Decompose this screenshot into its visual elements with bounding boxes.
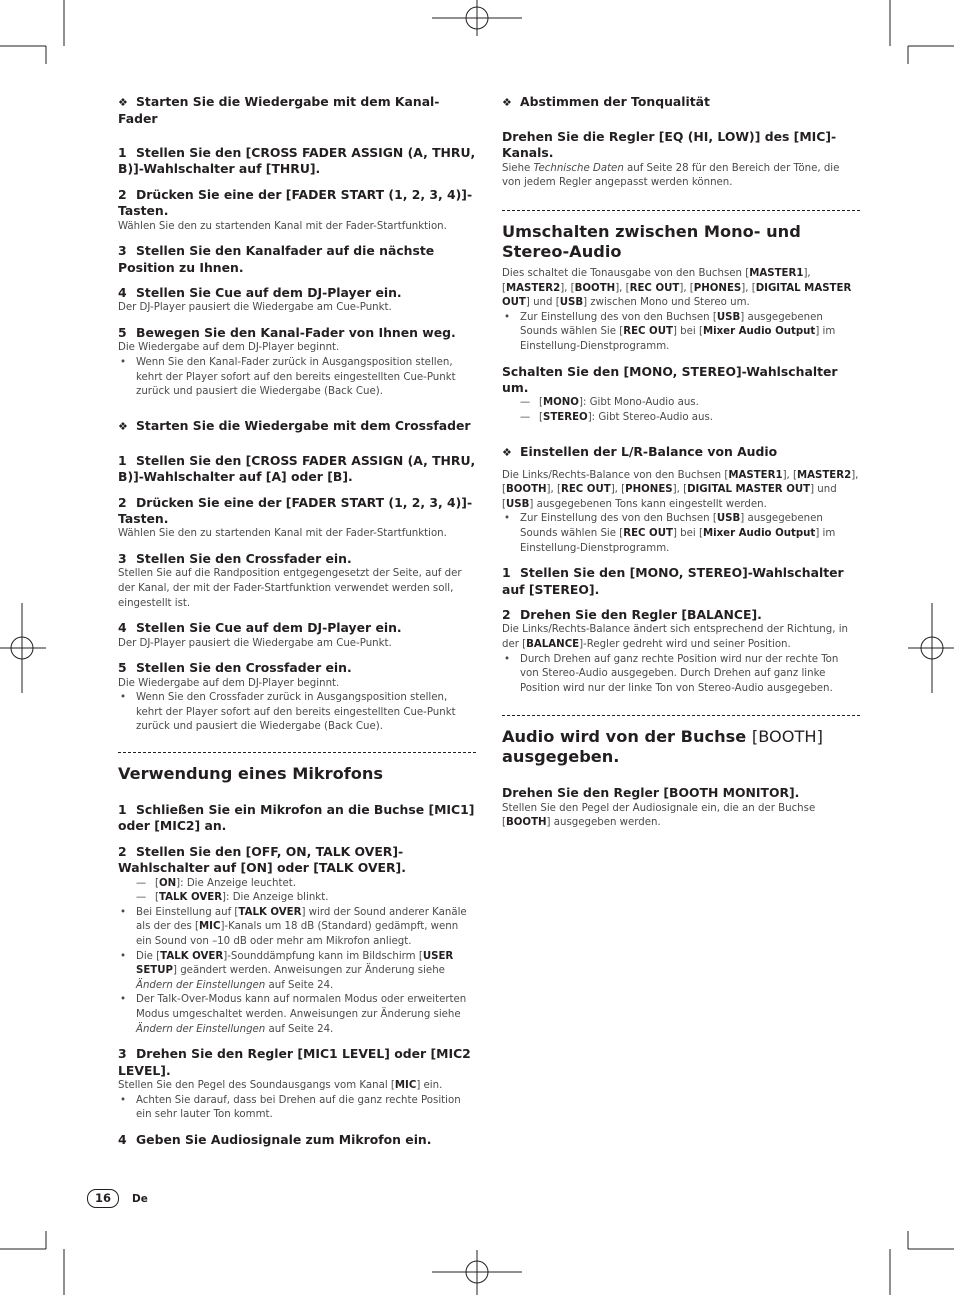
dash-item: — [STEREO]: Gibt Stereo-Audio aus. (502, 411, 860, 426)
bullet-item: • Zur Einstellung des von den Buchsen [USB] ausgegebenen Sounds wählen Sie [REC OUT] bei [Mixer Audio Output] im Einstellung-Dienstprogramm. (502, 311, 860, 355)
step-text: Die Links/Rechts-Balance ändert sich entsprechend der Richtung, in der [BALANCE]-Regler gedreht wird und seiner Position. (502, 624, 848, 650)
step-3: 3 Drehen Sie den Regler [MIC1 LEVEL] oder [MIC2 LEVEL]. (118, 1046, 471, 1078)
bullet-item: • Zur Einstellung des von den Buchsen [USB] ausgegebenen Sounds wählen Sie [REC OUT] bei [Mixer Audio Output] im Einstellung-Dienstprogramm. (502, 512, 860, 556)
dash-item: — [MONO]: Gibt Mono-Audio aus. (502, 396, 860, 411)
step-booth-monitor: Drehen Sie den Regler [BOOTH MONITOR]. (502, 785, 800, 801)
step-3: 3 Stellen Sie den Kanalfader auf die nächste Position zu Ihnen. (118, 243, 435, 275)
subheading-kanal-fader: ❖ Starten Sie die Wiedergabe mit dem Kanal-Fader (118, 94, 440, 126)
section-divider (502, 715, 860, 716)
diamond-icon: ❖ (118, 96, 128, 109)
section-divider (118, 752, 476, 753)
step-text: Stellen Sie den Pegel der Audiosignale ein, die an der Buchse [BOOTH] ausgegeben werden. (502, 802, 816, 829)
step-4: 4 Stellen Sie Cue auf dem DJ-Player ein. (118, 620, 402, 636)
left-column (118, 94, 476, 1148)
step-1: 1 Stellen Sie den [MONO, STEREO]-Wahlschalter auf [STEREO]. (502, 565, 844, 597)
section-divider (502, 210, 860, 211)
subheading-tonqualitaet: ❖ Abstimmen der Tonqualität (502, 94, 710, 109)
step-text: Der DJ-Player pausiert die Wiedergabe am Cue-Punkt. (118, 302, 392, 314)
dash-item: — [ON]: Die Anzeige leuchtet. (118, 877, 476, 892)
step-text: Wählen Sie den zu startenden Kanal mit der Fader-Startfunktion. (118, 220, 447, 232)
step-2: 2 Stellen Sie den [OFF, ON, TALK OVER]-Wahlschalter auf [ON] oder [TALK OVER]. (118, 843, 406, 876)
step-5: 5 Bewegen Sie den Kanal-Fader von Ihnen weg. (118, 325, 456, 341)
bullet-item: • Bei Einstellung auf [TALK OVER] wird der Sound anderer Kanäle als der des [MIC]-Kanals um 18 dB (Standard) gedämpft, wenn ein Sound von –10 dB oder mehr am Mikrofon anliegt. (118, 906, 476, 950)
step-text: Stellen Sie auf die Randposition entgegengesetzt der Seite, auf der der Kanal, der mit der Fader-Startfunktion verwendet werden soll, eingestellt ist. (118, 568, 462, 609)
bullet-item: • Achten Sie darauf, dass bei Drehen auf die ganz rechte Position ein sehr lauter Ton kommt. (118, 1094, 476, 1123)
step-1: 1 Stellen Sie den [CROSS FADER ASSIGN (A, THRU, B)]-Wahlschalter auf [THRU]. (118, 145, 476, 177)
step-text: Die Wiedergabe auf dem DJ-Player beginnt. (118, 677, 340, 689)
section-heading-mikrofon: Verwendung eines Mikrofons (118, 764, 384, 783)
step-eq: Drehen Sie die Regler [EQ (HI, LOW)] des [MIC]-Kanals. (502, 129, 837, 161)
step-2: 2 Drehen Sie den Regler [BALANCE]. (502, 606, 762, 622)
step-4: 4 Geben Sie Audiosignale zum Mikrofon ein. (118, 1131, 432, 1147)
language-code: De (132, 1193, 148, 1205)
bullet-item: • Der Talk-Over-Modus kann auf normalen Modus oder erweiterten Modus umgeschaltet werden. Anweisungen zur Änderung siehe Ändern der Einstellungen auf Seite 24. (118, 993, 476, 1037)
bullet-item: • Wenn Sie den Crossfader zurück in Ausgangsposition stellen, kehrt der Player sofort auf den bereits eingestellten Cue-Punkt zurück und pausiert die Wiedergabe (Back Cue). (118, 691, 476, 735)
step-1: 1 Schließen Sie ein Mikrofon an die Buchse [MIC1] oder [MIC2] an. (118, 802, 475, 834)
section-heading-booth: Audio wird von der Buchse [BOOTH] ausgegeben. (502, 727, 823, 767)
page-number: 16 (87, 1189, 119, 1208)
dash-item: — [TALK OVER]: Die Anzeige blinkt. (118, 891, 476, 906)
step-text: Siehe Technische Daten auf Seite 28 für den Bereich der Töne, die von jedem Regler angepasst werden können. (502, 162, 840, 189)
right-column (502, 94, 860, 831)
step-2: 2 Drücken Sie eine der [FADER START (1, 2, 3, 4)]-Tasten. (118, 494, 473, 527)
step-text: Der DJ-Player pausiert die Wiedergabe am Cue-Punkt. (118, 637, 392, 649)
step-3: 3 Stellen Sie den Crossfader ein. (118, 551, 352, 567)
step-text: Stellen Sie den Pegel des Soundausgangs vom Kanal [MIC] ein. (118, 1079, 443, 1091)
bullet-item: • Die [TALK OVER]-Sounddämpfung kann im Bildschirm [USER SETUP] geändert werden. Anweisungen zur Änderung siehe Ändern der Einstellungen auf Seite 24. (118, 950, 476, 994)
diamond-icon: ❖ (502, 445, 512, 459)
body-text: Die Links/Rechts-Balance von den Buchsen [MASTER1], [MASTER2], [BOOTH], [REC OUT], [PHONES], [DIGITAL MASTER OUT] und [USB] ausgegebenen Tons kann eingestellt werden. (502, 469, 859, 510)
body-text: Dies schaltet die Tonausgabe von den Buchsen [MASTER1], [MASTER2], [BOOTH], [REC OUT], [PHONES], [DIGITAL MASTER OUT] und [USB] zwischen Mono und Stereo um. (502, 268, 852, 309)
subheading-crossfader: ❖ Starten Sie die Wiedergabe mit dem Crossfader (118, 417, 471, 433)
step-mono-stereo: Schalten Sie den [MONO, STEREO]-Wahlschalter um. (502, 363, 838, 395)
step-4: 4 Stellen Sie Cue auf dem DJ-Player ein. (118, 285, 402, 301)
diamond-icon: ❖ (502, 96, 512, 109)
section-heading-mono-stereo: Umschalten zwischen Mono- und Stereo-Audio (502, 222, 801, 261)
step-text: Wählen Sie den zu startenden Kanal mit der Fader-Startfunktion. (118, 528, 447, 540)
bullet-item: • Durch Drehen auf ganz rechte Position wird nur der rechte Ton von Stereo-Audio ausgegeben. Durch Drehen auf ganz linke Position wird nur der linke Ton von Stereo-Audio ausgegeben. (502, 653, 860, 697)
diamond-icon: ❖ (118, 419, 128, 433)
bullet-item: • Wenn Sie den Kanal-Fader zurück in Ausgangsposition stellen, kehrt der Player sofort auf den bereits eingestellten Cue-Punkt zurück und pausiert die Wiedergabe (Back Cue). (118, 356, 476, 400)
step-5: 5 Stellen Sie den Crossfader ein. (118, 660, 352, 676)
step-2: 2 Drücken Sie eine der [FADER START (1, 2, 3, 4)]-Tasten. (118, 186, 473, 219)
step-1: 1 Stellen Sie den [CROSS FADER ASSIGN (A, THRU, B)]-Wahlschalter auf [A] oder [B]. (118, 452, 476, 485)
subheading-balance: ❖ Einstellen der L/R-Balance von Audio (502, 443, 778, 459)
step-text: Die Wiedergabe auf dem DJ-Player beginnt. (118, 342, 340, 354)
